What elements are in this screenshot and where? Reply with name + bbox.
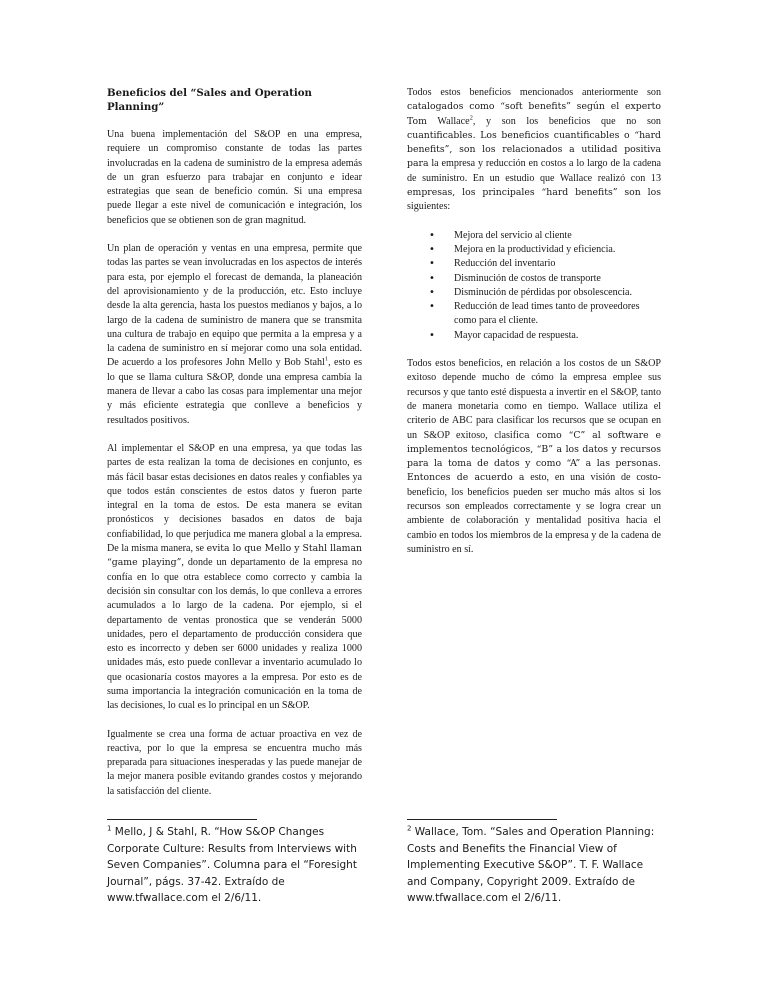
footnote-2	[407, 824, 662, 907]
benefits-list	[407, 229, 661, 343]
text-run: siguientes:	[407, 201, 451, 213]
text-run: , y son los beneficios que no son	[472, 115, 661, 127]
section-heading: Beneficios del “Sales and Operation Planning”	[107, 87, 312, 113]
right-column	[407, 86, 661, 571]
footnote-number: 1	[107, 824, 112, 833]
bullet-icon: •	[429, 301, 435, 313]
footnote-ref-2[interactable]: 2	[469, 114, 473, 122]
text-run: esto, en una visión de costo-beneficio, los beneficios pueden ser mucho más altos si los recursos son empleados correctamente y se logra crear un ambiente de colaboración y mentalidad positiva hacia el cambio en todos los miembros de la empresa y de la cadena de suministro en sí.	[407, 472, 661, 555]
footnote-number: 2	[407, 824, 412, 833]
footnote-1	[107, 824, 362, 907]
left-paragraph-4: Igualmente se crea una forma de actuar proactiva en vez de reactiva, por lo que la empresa se encuentra mucho más preparada para situaciones inesperadas y las puede manejar de la mejor manera posible evitando grandes costos y mejorando la satisfacción del cliente.	[107, 728, 362, 797]
text-run-alt-font: empresas, los principales “hard benefits” son los	[407, 187, 661, 199]
text-run: Todos estos beneficios mencionados anteriormente son	[407, 87, 661, 98]
left-paragraph-3	[107, 442, 362, 714]
footnote-ref-1[interactable]: 1	[324, 356, 329, 364]
list-item: • Reducción del inventario	[407, 257, 654, 271]
text-run: Un plan de operación y ventas en una empresa, permite que todas las partes se vean involucradas en los aspectos de interés para esta, por ejemplo el forecast de demanda, la planeación del aprovisionamiento y de la producción, etc. Esto incluye desde la alta gerencia, hasta los puestos medianos y bajos, a lo largo de la cadena de suministro de manera que se transmita una cultura de trabajo en equipo que permita a la empresa y a la cadena de suministro en sí mejorar como una sola entidad. De acuerdo a los profesores John Mello y Bob Stahl	[107, 243, 362, 369]
bullet-icon: •	[429, 286, 435, 298]
bullet-icon: •	[429, 243, 435, 255]
text-run: , esto es lo que se llama cultura S&OP, donde una empresa cambia la manera de llevar a cabo las cosas para implementar una mejor y más eficiente estrategia que conlleve a beneficios y resultados positivos.	[107, 357, 362, 426]
right-paragraph-1	[407, 86, 661, 215]
left-paragraph-2	[107, 242, 362, 428]
bullet-icon: •	[429, 229, 435, 241]
text-run-alt-font: cuantificables. Los beneficios cuantificables o “hard benefits”, son los relacionados a utilidad positiva para	[407, 129, 661, 170]
text-run: , donde un departamento de la empresa no confía en lo que otra establece como correcto y cambia la decisión sin consultar con los demás, lo que conlleva a errores acumulados a lo largo de la cadena. Por ejemplo, si el departamento de ventas pronostica que se venderán 5000 unidades, pero el departamento de producción considera que esto es incorrecto y deben ser 6000 unidades y realiza 1000 unidades más, esto puede conllevar a inventario acumulado lo que ocasionaría costos mayores a la empresa. Por esto es de suma importancia la integración comunicación en la toma de las decisiones, lo cual es lo principal en un S&OP.	[107, 557, 362, 712]
list-item: • Mejora del servicio al cliente	[407, 229, 654, 243]
list-item: • Disminución de costos de transporte	[407, 272, 654, 286]
footnote-text: Mello, J & Stahl, R. “How S&OP Changes Corporate Culture: Results from Interviews with Seven Companies”. Columna para el “Foresight Journal”, págs. 37-42. Extraído de www.tfwallace.com el 2/6/11.	[107, 826, 357, 904]
text-run: Wallace	[426, 115, 470, 127]
list-item: • Mejora en la productividad y eficiencia.	[407, 243, 654, 257]
text-run-alt-font: ca como “C” al software e implementos tecnológicos, “B” a los datos y recursos para la toma de datos y como “A” a las personas. Entonces de acuerdo a	[407, 429, 661, 484]
text-run: Al implementar el S&OP en una empresa, ya que todas las partes de esta realizan la toma de decisiones en conjunto, es más fácil basar estas decisiones en datos reales y confiables ya que todos están conscientes de estos datos y fueron parte integral en la toma de estos. De esta manera se evitan pronósticos y decisiones basados en datos de baja confiabilidad, lo que perjudica me manera global a la empresa. De la misma manera, se	[107, 442, 362, 555]
text-run: la empresa y reducción en costos a lo largo de la cadena de suministro. En un estudio que Wallace realizó con 13	[407, 158, 661, 184]
list-item: • Disminución de pérdidas por obsolescencia.	[407, 286, 654, 300]
footnote-divider	[107, 819, 257, 820]
left-column	[107, 86, 362, 813]
bullet-icon: •	[429, 258, 435, 270]
right-paragraph-2	[407, 357, 661, 557]
footnote-text: Wallace, Tom. “Sales and Operation Planning: Costs and Benefits the Financial View of Implementing Executive S&OP”. T. F. Wallace and Company, Copyright 2009. Extraído de www.tfwallace.com el 2/6/11.	[407, 826, 655, 904]
bullet-icon: •	[429, 329, 435, 341]
list-item: • Reducción de lead times tanto de proveedores como para el cliente.	[429, 301, 640, 327]
text-run-alt-font: evita lo que Mello y Stahl llaman “game playing”	[107, 543, 363, 569]
list-item: • Mayor capacidad de respuesta.	[407, 329, 654, 343]
text-run: Todos estos beneficios, en relación a los costos de un S&OP exitoso depende mucho de cómo la empresa emplee sus recursos y que tanto esté dispuesta a invertir en el S&OP, tanto de manera monetaria como en tiempo. Wallace utiliza el criterio de ABC para clasificar los recursos que se ocupan en un S&OP exitoso, clasifi	[407, 358, 661, 441]
footnote-divider	[407, 819, 557, 820]
left-paragraph-1: Una buena implementación del S&OP en una empresa, requiere un compromiso constante de todas las partes involucradas en la cadena de suministro de la empresa además de un gran esfuerzo para trabajar en conjunto e idear estrategias que sean de beneficio común. Si una empresa puede llegar a este nivel de comunicación e integración, los beneficios que se obtienen son de gran magnitud.	[107, 129, 362, 226]
bullet-icon: •	[429, 272, 435, 284]
text-run-alt-font: catalogados como “soft benefits” según el experto Tom	[407, 101, 661, 127]
